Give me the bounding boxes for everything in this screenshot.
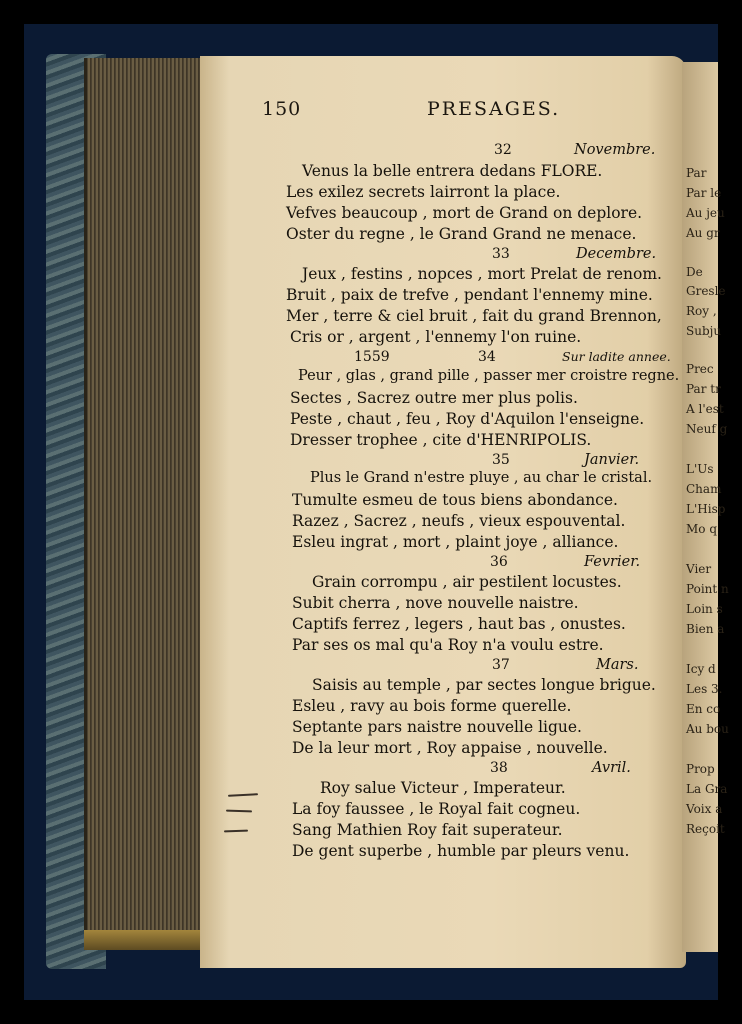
verse-line: Jeux , festins , nopces , mort Prelat de renom. [302, 265, 662, 283]
stanza-number: 35 [492, 452, 510, 468]
verse-line: Vefves beaucoup , mort de Grand on deplore. [286, 204, 643, 222]
verse-line: Oster du regne , le Grand Grand ne menace. [286, 225, 637, 243]
verse-line: Septante pars naistre nouvelle ligue. [292, 718, 582, 736]
facing-text: Vier [686, 562, 712, 576]
verse-line: Tumulte esmeu de tous biens abondance. [292, 491, 618, 509]
facing-text: Gresle [686, 284, 726, 298]
facing-text: Par le [686, 186, 722, 200]
facing-text: Par [686, 166, 707, 180]
verse-line: Par ses os mal qu'a Roy n'a voulu estre. [292, 636, 604, 654]
running-title: PRESAGES. [427, 98, 561, 120]
stanza-month: Janvier. [584, 452, 640, 468]
facing-text: Mo q [686, 522, 718, 536]
facing-text: Voix a [686, 802, 723, 816]
stanza-number: 32 [494, 142, 512, 158]
stanza-number: 34 [478, 349, 496, 365]
stanza-month: Avril. [592, 760, 631, 776]
facing-text: Subju [686, 324, 722, 338]
verse-line: La foy faussee , le Royal fait cogneu. [292, 800, 581, 818]
stanza-number: 33 [492, 246, 510, 262]
verse-line: Captifs ferrez , legers , haut bas , onustes. [292, 615, 626, 633]
facing-text: L'Us [686, 462, 714, 476]
verse-line: Cris or , argent , l'ennemy l'on ruine. [290, 328, 582, 346]
stanza-month: Decembre. [576, 246, 657, 262]
stanza-month: Novembre. [574, 142, 656, 158]
verse-line: Peste , chaut , feu , Roy d'Aquilon l'enseigne. [290, 410, 645, 428]
verse-line: Grain corrompu , air pestilent locustes. [312, 573, 622, 591]
stanza-month: Sur ladite annee. [562, 349, 671, 364]
page-number: 150 [262, 98, 302, 120]
verse-line: Dresser trophee , cite d'HENRIPOLIS. [290, 431, 592, 449]
stanza-number: 36 [490, 554, 508, 570]
verse-line: Bruit , paix de trefve , pendant l'ennemy mine. [286, 286, 653, 304]
verse-line: Plus le Grand n'estre pluye , au char le cristal. [310, 470, 653, 486]
verse-line: Les exilez secrets lairront la place. [286, 183, 561, 201]
verse-line: Razez , Sacrez , neufs , vieux espouvental. [292, 512, 626, 530]
gilt-edge [84, 930, 202, 950]
margin-ink-marks [224, 792, 264, 842]
facing-text: La Gra [686, 782, 728, 796]
stanza-month: Mars. [596, 657, 639, 673]
verse-line: Subit cherra , nove nouvelle naistre. [292, 594, 579, 612]
stanza-month: Fevrier. [584, 554, 641, 570]
stanza-number: 37 [492, 657, 510, 673]
verse-line: De la leur mort , Roy appaise , nouvelle. [292, 739, 608, 757]
verse-line: Esleu ingrat , mort , plaint joye , alliance. [292, 533, 619, 551]
facing-text: Cham [686, 482, 722, 496]
facing-text: Au gr [686, 226, 720, 240]
facing-text: Point n [686, 582, 729, 596]
verse-line: Mer , terre & ciel bruit , fait du grand Brennon, [286, 307, 662, 325]
facing-text: Par tr [686, 382, 721, 396]
facing-text: Prec [686, 362, 714, 376]
facing-text: Roy , [686, 304, 717, 318]
facing-text: Prop [686, 762, 715, 776]
stanza-number: 38 [490, 760, 508, 776]
facing-text: Neuf g [686, 422, 728, 436]
verse-line: De gent superbe , humble par pleurs venu. [292, 842, 630, 860]
verse-line: Sectes , Sacrez outre mer plus polis. [290, 389, 578, 407]
facing-text: Bien a [686, 622, 725, 636]
verse-line: Roy salue Victeur , Imperateur. [320, 779, 566, 797]
facing-text: Au jeu [686, 206, 725, 220]
facing-text: En co [686, 702, 721, 716]
facing-text: Icy d [686, 662, 716, 676]
facing-text: Les 3. [686, 682, 723, 696]
stanza-year: 1559 [354, 349, 390, 365]
facing-text: A l'est [686, 402, 724, 416]
verse-line: Peur , glas , grand pille , passer mer croistre regne. [298, 368, 680, 384]
facing-text: L'Hisp [686, 502, 726, 516]
verse-line: Venus la belle entrera dedans FLORE. [302, 162, 603, 180]
verse-line: Saisis au temple , par sectes longue brigue. [312, 676, 656, 694]
verse-line: Sang Mathien Roy fait superateur. [292, 821, 563, 839]
facing-text: Loin s [686, 602, 723, 616]
facing-text: Au bou [686, 722, 729, 736]
verse-line: Esleu , ravy au bois forme querelle. [292, 697, 572, 715]
facing-text: De [686, 265, 703, 279]
facing-text: Reçoit [686, 822, 725, 836]
